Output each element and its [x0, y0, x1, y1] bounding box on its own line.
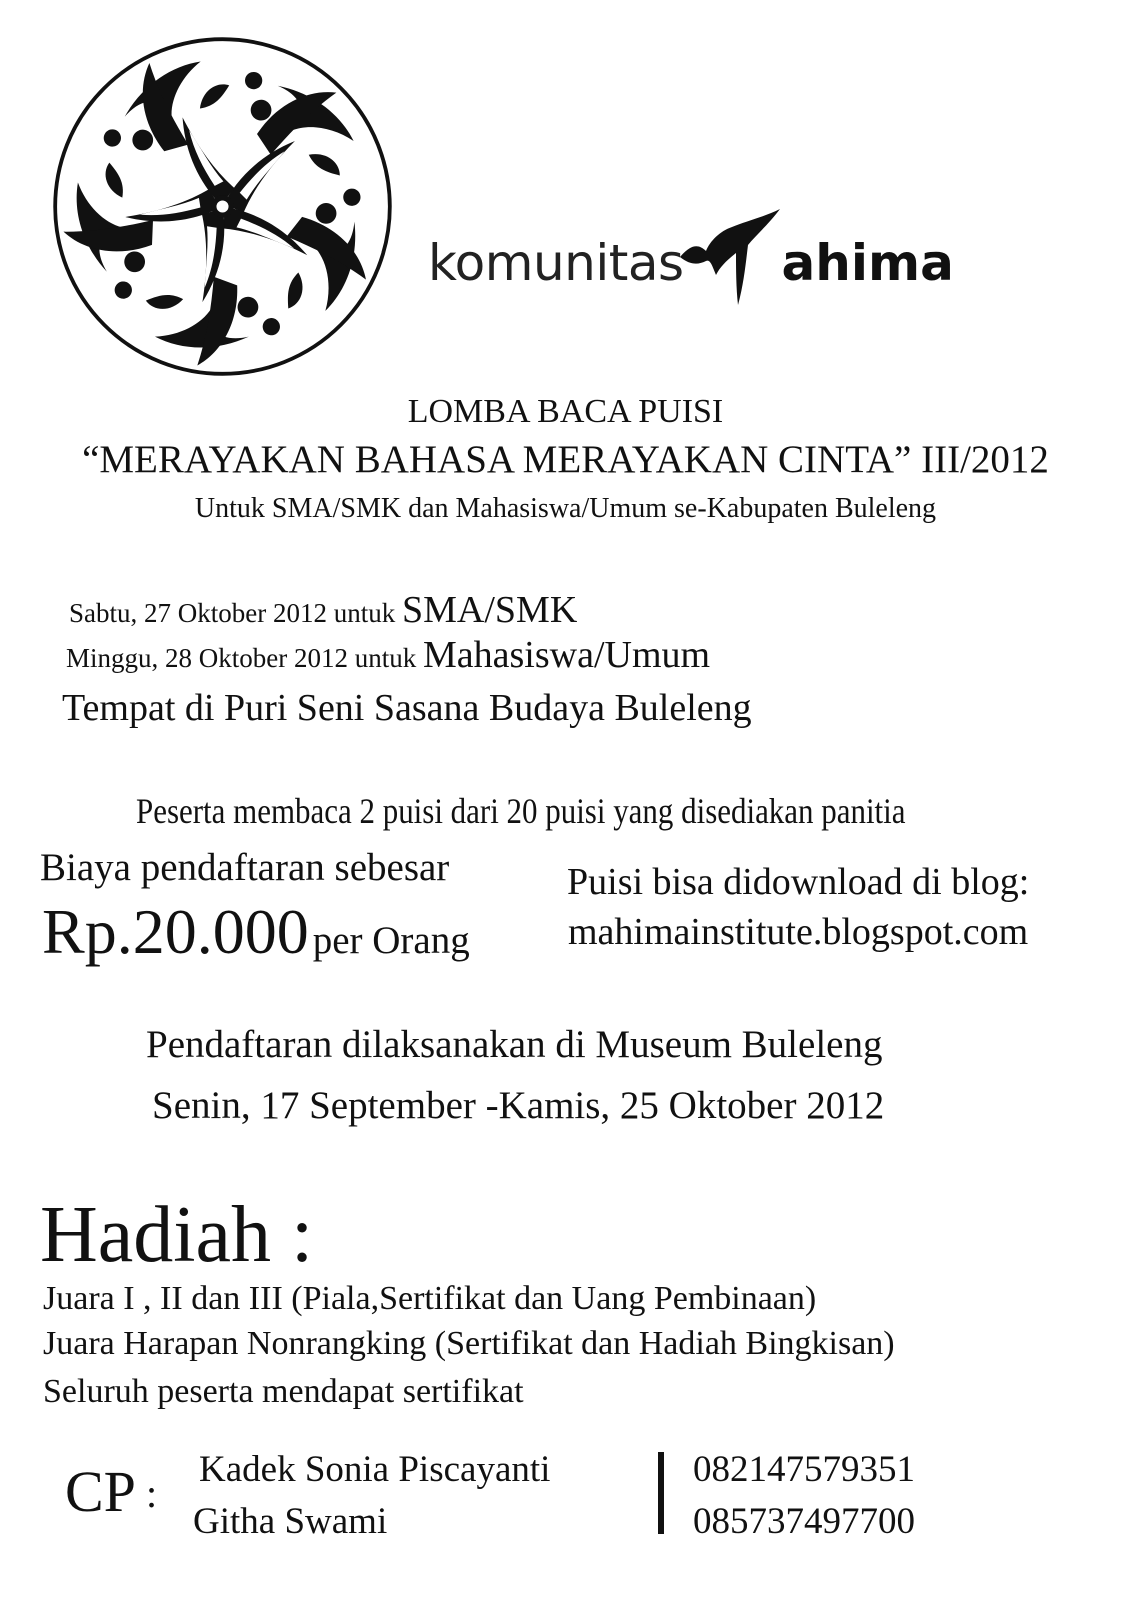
- fee-per: per Orang: [312, 919, 470, 962]
- brand-m-brushstroke-icon: [676, 205, 786, 310]
- prize-item: Juara I , II dan III (Piala,Sertifikat dan Uang Pembinaan): [43, 1280, 817, 1317]
- prize-item: Juara Harapan Nonrangking (Sertifikat dan Hadiah Bingkisan): [43, 1325, 895, 1362]
- schedule-day2-group: Mahasiswa/Umum: [423, 634, 711, 676]
- contact-name: Githa Swami: [193, 1501, 388, 1542]
- fee-line: [42, 895, 470, 969]
- schedule-day2-date: Minggu, 28 Oktober 2012 untuk: [66, 643, 423, 673]
- mahima-emblem-logo: [50, 34, 395, 379]
- prize-item: Seluruh peserta mendapat sertifikat: [43, 1373, 524, 1410]
- contact-phone: 085737497700: [693, 1501, 915, 1542]
- fee-amount: Rp.20.000: [42, 896, 309, 967]
- registration-dates: Senin, 17 September -Kamis, 25 Oktober 2012: [152, 1084, 885, 1127]
- registration-place: Pendaftaran dilaksanakan di Museum Buleleng: [146, 1023, 883, 1066]
- download-label: Puisi bisa didownload di blog:: [567, 861, 1030, 903]
- contact-colon: :: [146, 1471, 158, 1516]
- brand-suffix: ahima: [781, 234, 954, 292]
- event-theme: “MERAYAKAN BAHASA MERAYAKAN CINTA” III/2012: [82, 438, 1049, 481]
- schedule-day1-group: SMA/SMK: [401, 589, 578, 631]
- brand-wordmark: [428, 200, 954, 310]
- download-url: mahimainstitute.blogspot.com: [568, 911, 1029, 953]
- event-audience: Untuk SMA/SMK dan Mahasiswa/Umum se-Kabupaten Buleleng: [194, 493, 937, 524]
- contact-phone: 082147579351: [693, 1449, 915, 1490]
- event-title: LOMBA BACA PUISI: [407, 393, 724, 430]
- brand-prefix: komunitas: [428, 234, 684, 292]
- schedule-day1-date: Sabtu, 27 Oktober 2012 untuk: [69, 598, 402, 628]
- contact-divider: [658, 1452, 664, 1534]
- prizes-heading: Hadiah :: [40, 1191, 314, 1279]
- contact-name: Kadek Sonia Piscayanti: [199, 1449, 551, 1490]
- fee-label: Biaya pendaftaran sebesar: [40, 846, 450, 889]
- schedule-day2: [66, 633, 710, 677]
- contact-label: CP: [65, 1459, 136, 1524]
- competition-rules: Peserta membaca 2 puisi dari 20 puisi yang disediakan panitia: [136, 791, 906, 831]
- schedule-day1: [69, 588, 577, 632]
- venue: Tempat di Puri Seni Sasana Budaya Buleleng: [62, 687, 752, 729]
